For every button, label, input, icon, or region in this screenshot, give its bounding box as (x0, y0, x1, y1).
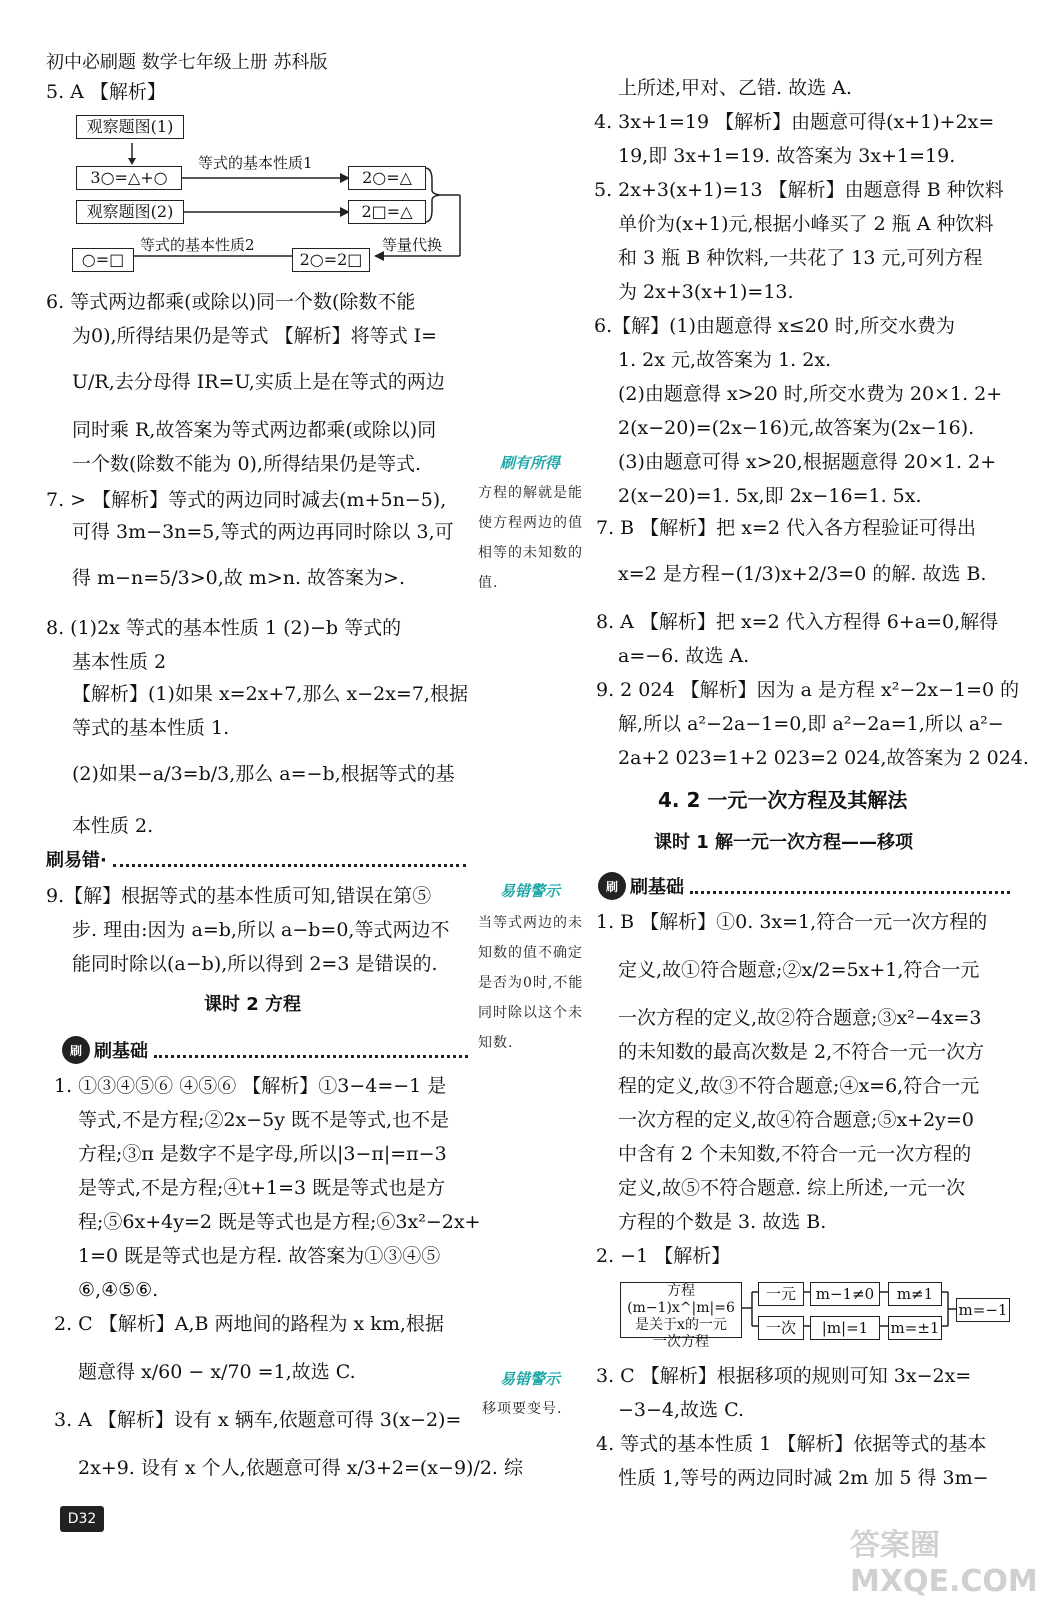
q5-box-result: ○=□ (72, 248, 134, 272)
badge-icon: 刷 (598, 872, 626, 900)
q5-box-eq3: 2□=△ (348, 200, 426, 224)
right-line: 和 3 瓶 B 种饮料,一共花了 13 元,可列方程 (618, 247, 983, 269)
right-line: 程的定义,故③不符合题意;④x=6,符合一元 (618, 1075, 980, 1097)
left-line: 1=0 既是等式也是方程. 故答案为①③④⑤ (78, 1245, 441, 1267)
right-line: 3. C 【解析】根据移项的规则可知 3x−2x= (596, 1365, 972, 1387)
right-line: 4. 3x+1=19 【解析】由题意可得(x+1)+2x= (594, 111, 995, 133)
section-basics: 刷 刷基础 (598, 872, 1010, 900)
q5-arrow-label3: 等量代换 (382, 236, 443, 254)
left-line: 一个数(除数不能为 0),所得结果仍是等式. (72, 453, 422, 475)
right-line: 为 2x+3(x+1)=13. (618, 281, 794, 303)
hint-text: 方程的解就是能使方程两边的值相等的未知数的值. (478, 485, 583, 591)
left-line: 7. > 【解析】等式的两边同时减去(m+5n−5), (46, 489, 447, 511)
q5-box-eq2: 2○=△ (348, 166, 426, 190)
left-line: 是等式,不是方程;④t+1=3 既是等式也是方 (78, 1177, 446, 1199)
right-line: 中含有 2 个未知数,不符合一元一次方程的 (618, 1143, 972, 1165)
q2-box: 一元 (758, 1282, 804, 1306)
q2-result-box: m=−1 (956, 1298, 1010, 1322)
right-line: 9. 2 024 【解析】因为 a 是方程 x²−2x−1=0 的 (596, 679, 1020, 701)
left-line: 等式,不是方程;②2x−5y 既不是等式,也不是 (78, 1109, 450, 1131)
right-line: 1. 2x 元,故答案为 1. 2x. (618, 349, 832, 371)
right-line: 2a+2 023=1+2 023=2 024,故答案为 2 024. (618, 747, 1029, 769)
right-line: 2. −1 【解析】 (596, 1245, 731, 1267)
q2-question-line: 一次方程 (653, 1334, 709, 1350)
q5-arrow-label2: 等式的基本性质2 (140, 236, 255, 254)
q5-box-eq4: 2○=2□ (292, 248, 370, 272)
left-line: 9.【解】根据等式的基本性质可知,错误在第⑤ (46, 885, 432, 907)
right-line: 的未知数的最高次数是 2,不符合一元一次方 (618, 1041, 985, 1063)
left-line: 为0),所得结果仍是等式 【解析】将等式 I= (72, 325, 438, 347)
right-line: 2(x−20)=1. 5x,即 2x−16=1. 5x. (618, 485, 922, 507)
right-line: 一次方程的定义,故④符合题意;⑤x+2y=0 (618, 1109, 974, 1131)
right-line: (2)由题意得 x>20 时,所交水费为 20×1. 2+ (618, 383, 1003, 405)
right-line: (3)由题意可得 x>20,根据题意得 20×1. 2+ (618, 451, 997, 473)
left-line: 6. 等式两边都乘(或除以)同一个数(除数不能 (46, 291, 416, 313)
left-line: 同时乘 R,故答案为等式两边都乘(或除以)同 (72, 419, 437, 441)
right-line: 解,所以 a²−2a−1=0,即 a²−2a=1,所以 a²− (618, 713, 1004, 735)
chapter-title: 4. 2 一元一次方程及其解法 (658, 788, 908, 812)
right-line: 1. B 【解析】①0. 3x=1,符合一元一次方程的 (596, 911, 988, 933)
q5-box-eq1: 3○=△+○ (76, 166, 182, 190)
q2-box: 一次 (758, 1316, 804, 1340)
hint-title: 易错警示 (500, 1370, 561, 1388)
q2-question-line: 是关于x的一元 (635, 1317, 727, 1333)
hint-text: 当等式两边的未知数的值不确定是否为0时,不能同时除以这个未知数. (478, 915, 584, 1051)
left-line: 基本性质 2 (72, 651, 167, 673)
lesson-title: 课时 2 方程 (204, 994, 302, 1015)
q2-question-box (620, 1282, 742, 1350)
right-line: 单价为(x+1)元,根据小峰买了 2 瓶 A 种饮料 (618, 213, 994, 235)
right-line: 7. B 【解析】把 x=2 代入各方程验证可得出 (596, 517, 976, 539)
hint-text: 移项要变号. (482, 1401, 563, 1417)
watermark: 答案圈 MXQE.COM (850, 1528, 1038, 1599)
left-line: 本性质 2. (72, 815, 154, 837)
left-line: 步. 理由:因为 a=b,所以 a−b=0,等式两边不 (72, 919, 450, 941)
right-line: a=−6. 故选 A. (618, 645, 750, 667)
left-line: 方程;③π 是数字不是字母,所以|3−π|=π−3 (78, 1143, 447, 1165)
left-line: 2. C 【解析】A,B 两地间的路程为 x km,根据 (54, 1313, 444, 1335)
left-line: ⑥,④⑤⑥. (78, 1279, 159, 1301)
left-line: 3. A 【解析】设有 x 辆车,依题意可得 3(x−2)= (54, 1409, 462, 1431)
page-number: D32 (60, 1506, 104, 1532)
left-line: (2)如果−a/3=b/3,那么 a=−b,根据等式的基 (72, 763, 455, 785)
lesson-title: 课时 1 解一元一次方程——移项 (654, 832, 914, 853)
q2-box: |m|=1 (810, 1316, 880, 1340)
right-line: 一次方程的定义,故②符合题意;③x²−4x=3 (618, 1007, 982, 1029)
q2-box: m≠1 (888, 1282, 942, 1306)
left-line: 8. (1)2x 等式的基本性质 1 (2)−b 等式的 (46, 617, 402, 639)
q2-box: m−1≠0 (810, 1282, 880, 1306)
right-line: 定义,故⑤不符合题意. 综上所述,一元一次 (618, 1177, 966, 1199)
left-line: 能同时除以(a−b),所以得到 2=3 是错误的. (72, 953, 438, 975)
q2-box: m=±1 (888, 1316, 942, 1340)
q5-arrow-label1: 等式的基本性质1 (198, 154, 313, 172)
right-line: 6.【解】(1)由题意得 x≤20 时,所交水费为 (594, 315, 955, 337)
left-line: 【解析】(1)如果 x=2x+7,那么 x−2x=7,根据 (72, 683, 468, 705)
left-line: 得 m−n=5/3>0,故 m>n. 故答案为>. (72, 567, 406, 589)
q5-box-observe1: 观察题图(1) (76, 115, 184, 139)
running-header: 初中必刷题 数学七年级上册 苏科版 (46, 52, 328, 73)
right-line: 19,即 3x+1=19. 故答案为 3x+1=19. (618, 145, 956, 167)
right-line: 4. 等式的基本性质 1 【解析】依据等式的基本 (596, 1433, 987, 1455)
right-line: x=2 是方程−(1/3)x+2/3=0 的解. 故选 B. (618, 563, 987, 585)
hint-title: 刷有所得 (500, 454, 561, 472)
right-line: −3−4,故选 C. (618, 1399, 744, 1421)
section-basics: 刷 刷基础 (62, 1036, 468, 1064)
right-line: 2(x−20)=(2x−16)元,故答案为(2x−16). (618, 417, 975, 439)
right-line: 定义,故①符合题意;②x/2=5x+1,符合一元 (618, 959, 980, 981)
right-line: 8. A 【解析】把 x=2 代入方程得 6+a=0,解得 (596, 611, 999, 633)
right-line: 性质 1,等号的两边同时减 2m 加 5 得 3m− (618, 1467, 989, 1489)
left-line: 2x+9. 设有 x 个人,依题意可得 x/3+2=(x−9)/2. 综 (78, 1457, 524, 1479)
q2-question-line: 方程(m−1)x^|m|=6 (627, 1283, 735, 1316)
left-line: 1. ①③④⑤⑥ ④⑤⑥ 【解析】①3−4=−1 是 (54, 1075, 447, 1097)
right-line: 5. 2x+3(x+1)=13 【解析】由题意得 B 种饮料 (594, 179, 1004, 201)
badge-icon: 刷 (62, 1036, 90, 1064)
left-line: 等式的基本性质 1. (72, 717, 230, 739)
section-mistakes: 刷易错· (46, 846, 466, 872)
right-line: 上所述,甲对、乙错. 故选 A. (618, 77, 852, 99)
q5-box-observe2: 观察题图(2) (76, 200, 184, 224)
left-line: 可得 3m−3n=5,等式的两边再同时除以 3,可 (72, 521, 454, 543)
right-line: 方程的个数是 3. 故选 B. (618, 1211, 827, 1233)
hint-title: 易错警示 (500, 882, 561, 900)
left-line: U/R,去分母得 IR=U,实质上是在等式的两边 (72, 371, 445, 393)
left-line: 5. A 【解析】 (46, 81, 166, 103)
left-line: 程;⑤6x+4y=2 既是等式也是方程;⑥3x²−2x+ (78, 1211, 481, 1233)
left-line: 题意得 x/60 − x/70 =1,故选 C. (78, 1361, 356, 1383)
